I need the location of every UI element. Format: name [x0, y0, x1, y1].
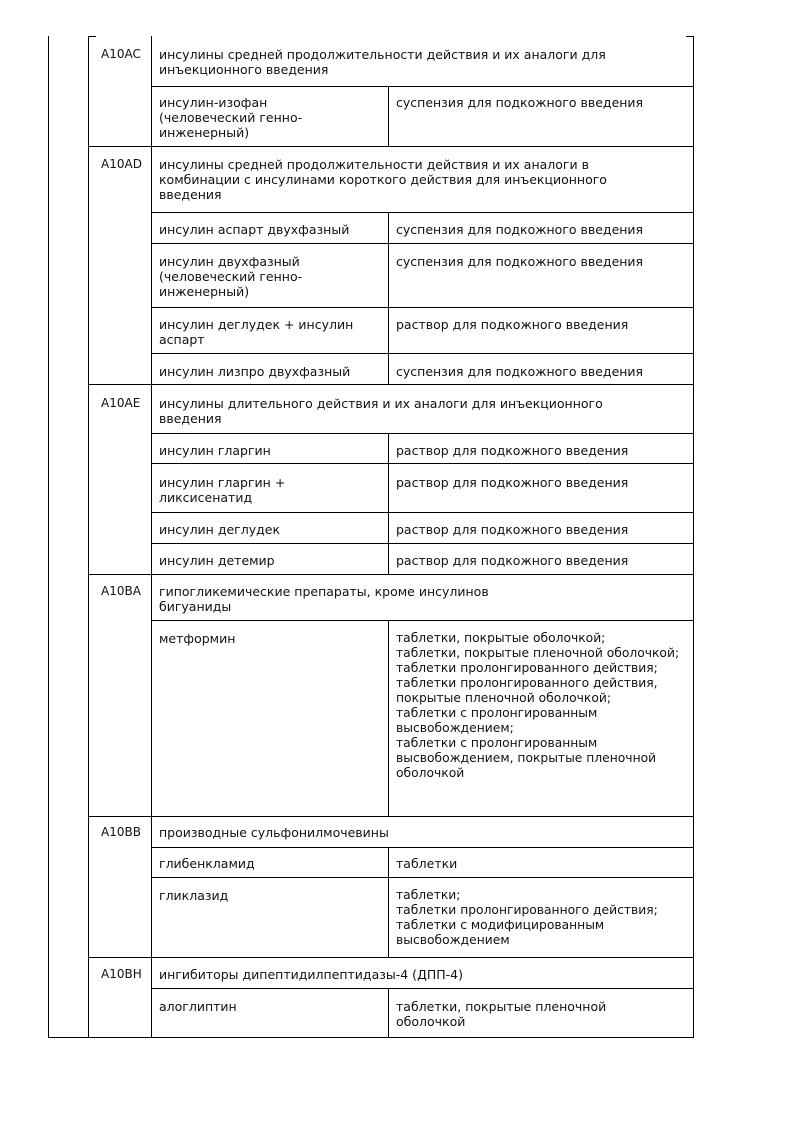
- drug-form: таблетки: [396, 856, 458, 871]
- group-code: A10BB: [101, 825, 141, 839]
- drug-form: таблетки, покрытые пленочной оболочкой: [396, 999, 607, 1029]
- drug-form: раствор для подкожного введения: [396, 317, 629, 332]
- column-divider: [388, 212, 389, 384]
- group-divider: [88, 574, 694, 575]
- drug-form: раствор для подкожного введения: [396, 475, 629, 490]
- group-name: инсулины средней продолжительности действия и их аналоги для инъекционного введения: [159, 47, 606, 77]
- table-left-rule: [88, 36, 89, 1038]
- column-divider: [388, 847, 389, 957]
- drug-name: гликлазид: [159, 888, 229, 903]
- row-divider: [151, 463, 694, 464]
- top-tick-left: [88, 36, 96, 37]
- row-divider: [151, 86, 694, 87]
- row-divider: [151, 353, 694, 354]
- group-name: инсулины средней продолжительности действия и их аналоги в комбинации с инсулинами короткого действия для инъекционного введения: [159, 157, 607, 202]
- drug-name: инсулин лизпро двухфазный: [159, 364, 351, 379]
- group-name: ингибиторы дипептидилпептидазы-4 (ДПП-4): [159, 967, 463, 982]
- drug-name: инсулин деглудек + инсулин аспарт: [159, 317, 354, 347]
- row-divider: [151, 620, 694, 621]
- left-margin-rule: [48, 36, 49, 1038]
- group-divider: [88, 146, 694, 147]
- group-name: гипогликемические препараты, кроме инсулинов бигуаниды: [159, 584, 489, 614]
- row-divider: [151, 243, 694, 244]
- group-divider: [88, 384, 694, 385]
- drug-form: таблетки, покрытые оболочкой; таблетки, покрытые пленочной оболочкой; таблетки пролонгированного действия; таблетки пролонгированного действия, покрытые пленочной оболочкой; таблетки с пролонгированным высвобождением; таблетки с пролонгированным высвобождением, покрытые пленочной оболочкой: [396, 631, 680, 780]
- drug-form: суспензия для подкожного введения: [396, 254, 644, 269]
- drug-name: алоглиптин: [159, 999, 237, 1014]
- row-divider: [151, 543, 694, 544]
- drug-name: инсулин двухфазный (человеческий генно-инженерный): [159, 254, 303, 299]
- drug-form: суспензия для подкожного введения: [396, 364, 644, 379]
- group-code: A10AD: [101, 157, 142, 171]
- row-divider: [151, 307, 694, 308]
- column-divider: [388, 86, 389, 146]
- drug-name: метформин: [159, 631, 236, 646]
- drug-name: инсулин гларгин + ликсисенатид: [159, 475, 286, 505]
- drug-form: раствор для подкожного введения: [396, 522, 629, 537]
- bottom-margin-rule: [48, 1037, 694, 1038]
- drug-name: глибенкламид: [159, 856, 255, 871]
- row-divider: [151, 512, 694, 513]
- drug-name: инсулин детемир: [159, 553, 275, 568]
- row-divider: [151, 988, 694, 989]
- drug-name: инсулин-изофан (человеческий генно-инженерный): [159, 95, 303, 140]
- drug-name: инсулин аспарт двухфазный: [159, 222, 350, 237]
- group-divider: [88, 816, 694, 817]
- drug-form: таблетки; таблетки пролонгированного действия; таблетки с модифицированным высвобождением: [396, 888, 658, 947]
- drug-name: инсулин гларгин: [159, 443, 271, 458]
- top-tick-right: [686, 36, 694, 37]
- drug-form: суспензия для подкожного введения: [396, 222, 644, 237]
- drug-form: суспензия для подкожного введения: [396, 95, 644, 110]
- code-column-rule: [151, 36, 152, 1038]
- group-name: производные сульфонилмочевины: [159, 825, 389, 840]
- column-divider: [388, 988, 389, 1038]
- group-name: инсулины длительного действия и их аналоги для инъекционного введения: [159, 396, 603, 426]
- row-divider: [151, 433, 694, 434]
- group-code: A10BA: [101, 584, 141, 598]
- column-divider: [388, 433, 389, 574]
- row-divider: [151, 212, 694, 213]
- group-code: A10BH: [101, 967, 142, 981]
- drug-form: раствор для подкожного введения: [396, 553, 629, 568]
- group-code: A10AE: [101, 396, 141, 410]
- group-code: A10AC: [101, 47, 141, 61]
- drug-name: инсулин деглудек: [159, 522, 280, 537]
- drug-form: раствор для подкожного введения: [396, 443, 629, 458]
- row-divider: [151, 877, 694, 878]
- row-divider: [151, 847, 694, 848]
- right-table-rule: [693, 36, 694, 1038]
- column-divider: [388, 620, 389, 816]
- group-divider: [88, 957, 694, 958]
